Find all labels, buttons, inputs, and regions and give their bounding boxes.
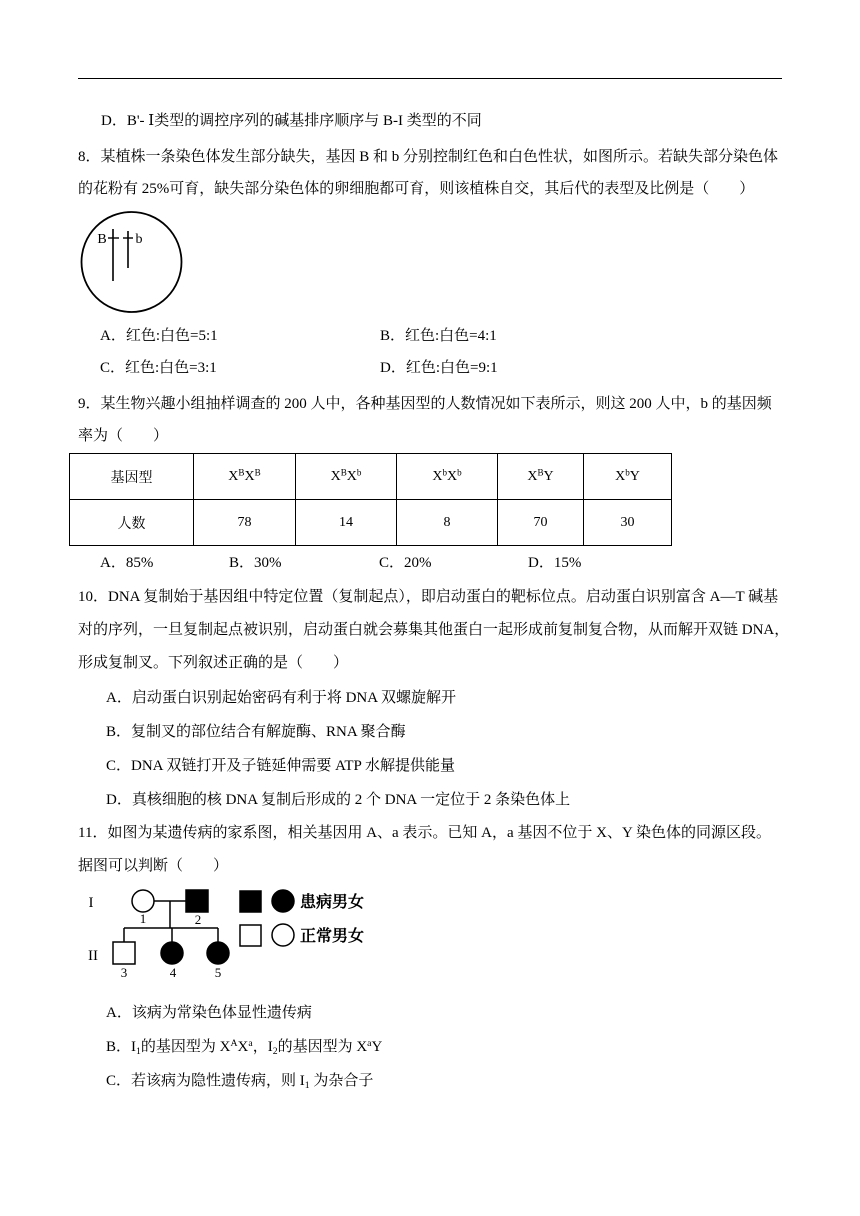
pedigree-chart [80,885,380,985]
individual-2-symbol [186,890,208,912]
count-cell: 14 [296,500,397,546]
individual-5-number: 5 [214,965,222,980]
text-segment: X [447,468,458,484]
q8-option-c: C．红色:白色=3:1 [100,360,217,376]
genotype-cell [296,454,397,500]
subscript: 1 [304,1079,310,1091]
cell-outline [82,212,182,312]
genotype-table [69,453,672,546]
gene-label-b-upper: B [97,232,107,247]
superscript: A [230,1038,238,1050]
text-segment: C．若该病为隐性遗传病，则 I [106,1073,305,1089]
q11-stem-line-1: 11．如图为某遗传病的家系图，相关基因用 A、a 表示。已知 A，a 基因不位于 X、Y 染色体的同源区段。 [78,825,772,841]
q10-option-d: D．真核细胞的核 DNA 复制后形成的 2 个 DNA 一定位于 2 条染色体上 [106,792,571,808]
q8-option-b: B．红色:白色=4:1 [380,328,497,344]
text-segment: B．I [106,1039,137,1055]
individual-3-symbol [113,942,135,964]
genotype-cell [498,454,584,500]
text-segment: X [346,468,357,484]
text-segment: A．该病为常染色体显性遗传病 [106,1005,312,1021]
legend-affected-label: 患病男女 [300,894,365,911]
genotype-cell [584,454,672,500]
table-row [70,500,672,546]
superscript: b [356,466,362,477]
superscript: a [367,1038,372,1050]
legend-affected-female-icon [272,890,294,912]
q9-option-a: A．85% [100,555,154,571]
text-segment: 的基因型为 X [277,1039,368,1055]
text-segment: Y [371,1039,383,1055]
genotype-cell [194,454,296,500]
row-header-count: 人数 [70,500,194,546]
subscript: 1 [136,1045,141,1057]
q11-option-c [106,1071,373,1091]
q9-option-b: B．30% [229,555,282,571]
text-segment: Y [629,468,640,484]
q8-option-a: A．红色:白色=5:1 [100,328,218,344]
count-cell: 70 [498,500,584,546]
text-segment: X [228,468,239,484]
individual-5-symbol [207,942,229,964]
text-segment: X [244,468,255,484]
legend-normal-male-icon [240,925,261,946]
q10-option-b: B．复制叉的部位结合有解旋酶、RNA 聚合酶 [106,724,406,740]
count-cell: 78 [194,500,296,546]
q8-stem-line-2: 的花粉有 25%可育，缺失部分染色体的卵细胞都可育，则该植株自交，其后代的表型及比例是（ ） [78,181,755,197]
row-header-genotype: 基因型 [70,454,194,500]
legend-normal-female-icon [272,924,294,946]
text-segment: Y [543,468,554,484]
q10-stem-line-2: 对的序列，一旦复制起点被识别，启动蛋白就会募集其他蛋白一起形成前复制复合物，从而解开双链 DNA， [78,622,790,638]
individual-4-symbol [161,942,183,964]
superscript: b [457,466,462,477]
q9-stem-line-1: 9．某生物兴趣小组抽样调查的 200 人中，各种基因型的人数情况如下表所示，则这 200 人中，b 的基因频 [78,396,772,412]
count-cell: 8 [397,500,498,546]
individual-2-number: 2 [194,912,202,927]
q11-option-b [106,1037,382,1057]
superscript: B [238,466,245,477]
q8-option-d: D．红色:白色=9:1 [380,360,498,376]
q10-stem-line-1: 10．DNA 复制始于基因组中特定位置（复制起点），即启动蛋白的靶标位点。启动蛋白识别富含 A—T 碱基 [78,589,779,605]
superscript: B [340,466,347,477]
q10-stem-line-3: 形成复制叉。下列叙述正确的是（ ） [78,655,349,671]
q9-option-c: C．20% [379,555,432,571]
text-segment: X [330,468,341,484]
legend-normal-label: 正常男女 [300,928,365,945]
text-segment: ，I [252,1039,273,1055]
individual-4-number: 4 [169,965,177,980]
gene-label-b-lower: b [135,232,143,247]
q11-stem-line-2: 据图可以判断（ ） [78,858,229,874]
chromosome-figure [80,210,184,314]
text-segment: X [527,468,538,484]
generation-label-i: I [88,895,94,911]
header-rule [78,78,782,79]
generation-label-ii: II [88,948,98,964]
q11-option-a [106,1003,312,1023]
text-segment: 为杂合子 [309,1073,374,1089]
q10-option-a: A．启动蛋白识别起始密码有利于将 DNA 双螺旋解开 [106,690,457,706]
text-segment: X [237,1039,249,1055]
text-segment: X [432,468,443,484]
text-segment: 的基因型为 X [140,1039,231,1055]
text-segment: X [615,468,626,484]
superscript: B [537,466,544,477]
superscript: B [254,466,261,477]
q10-option-c: C．DNA 双链打开及子链延伸需要 ATP 水解提供能量 [106,758,456,774]
superscript: b [625,466,630,477]
table-row [70,454,672,500]
q9-option-d: D．15% [528,555,582,571]
count-cell: 30 [584,500,672,546]
q9-stem-line-2: 率为（ ） [78,428,169,444]
superscript: b [442,466,447,477]
genotype-cell [397,454,498,500]
q8-stem-line-1: 8．某植株一条染色体发生部分缺失，基因 B 和 b 分别控制红色和白色性状，如图所示。若缺失部分染色体 [78,149,779,165]
subscript: 2 [272,1045,278,1057]
legend-affected-male-icon [240,891,261,912]
individual-1-symbol [132,890,154,912]
q7-option-d: D．B'- Ⅰ类型的调控序列的碱基排序顺序与 B-I 类型的不同 [101,113,482,129]
superscript: a [248,1038,253,1050]
individual-3-number: 3 [120,965,128,980]
individual-1-number: 1 [139,911,147,926]
